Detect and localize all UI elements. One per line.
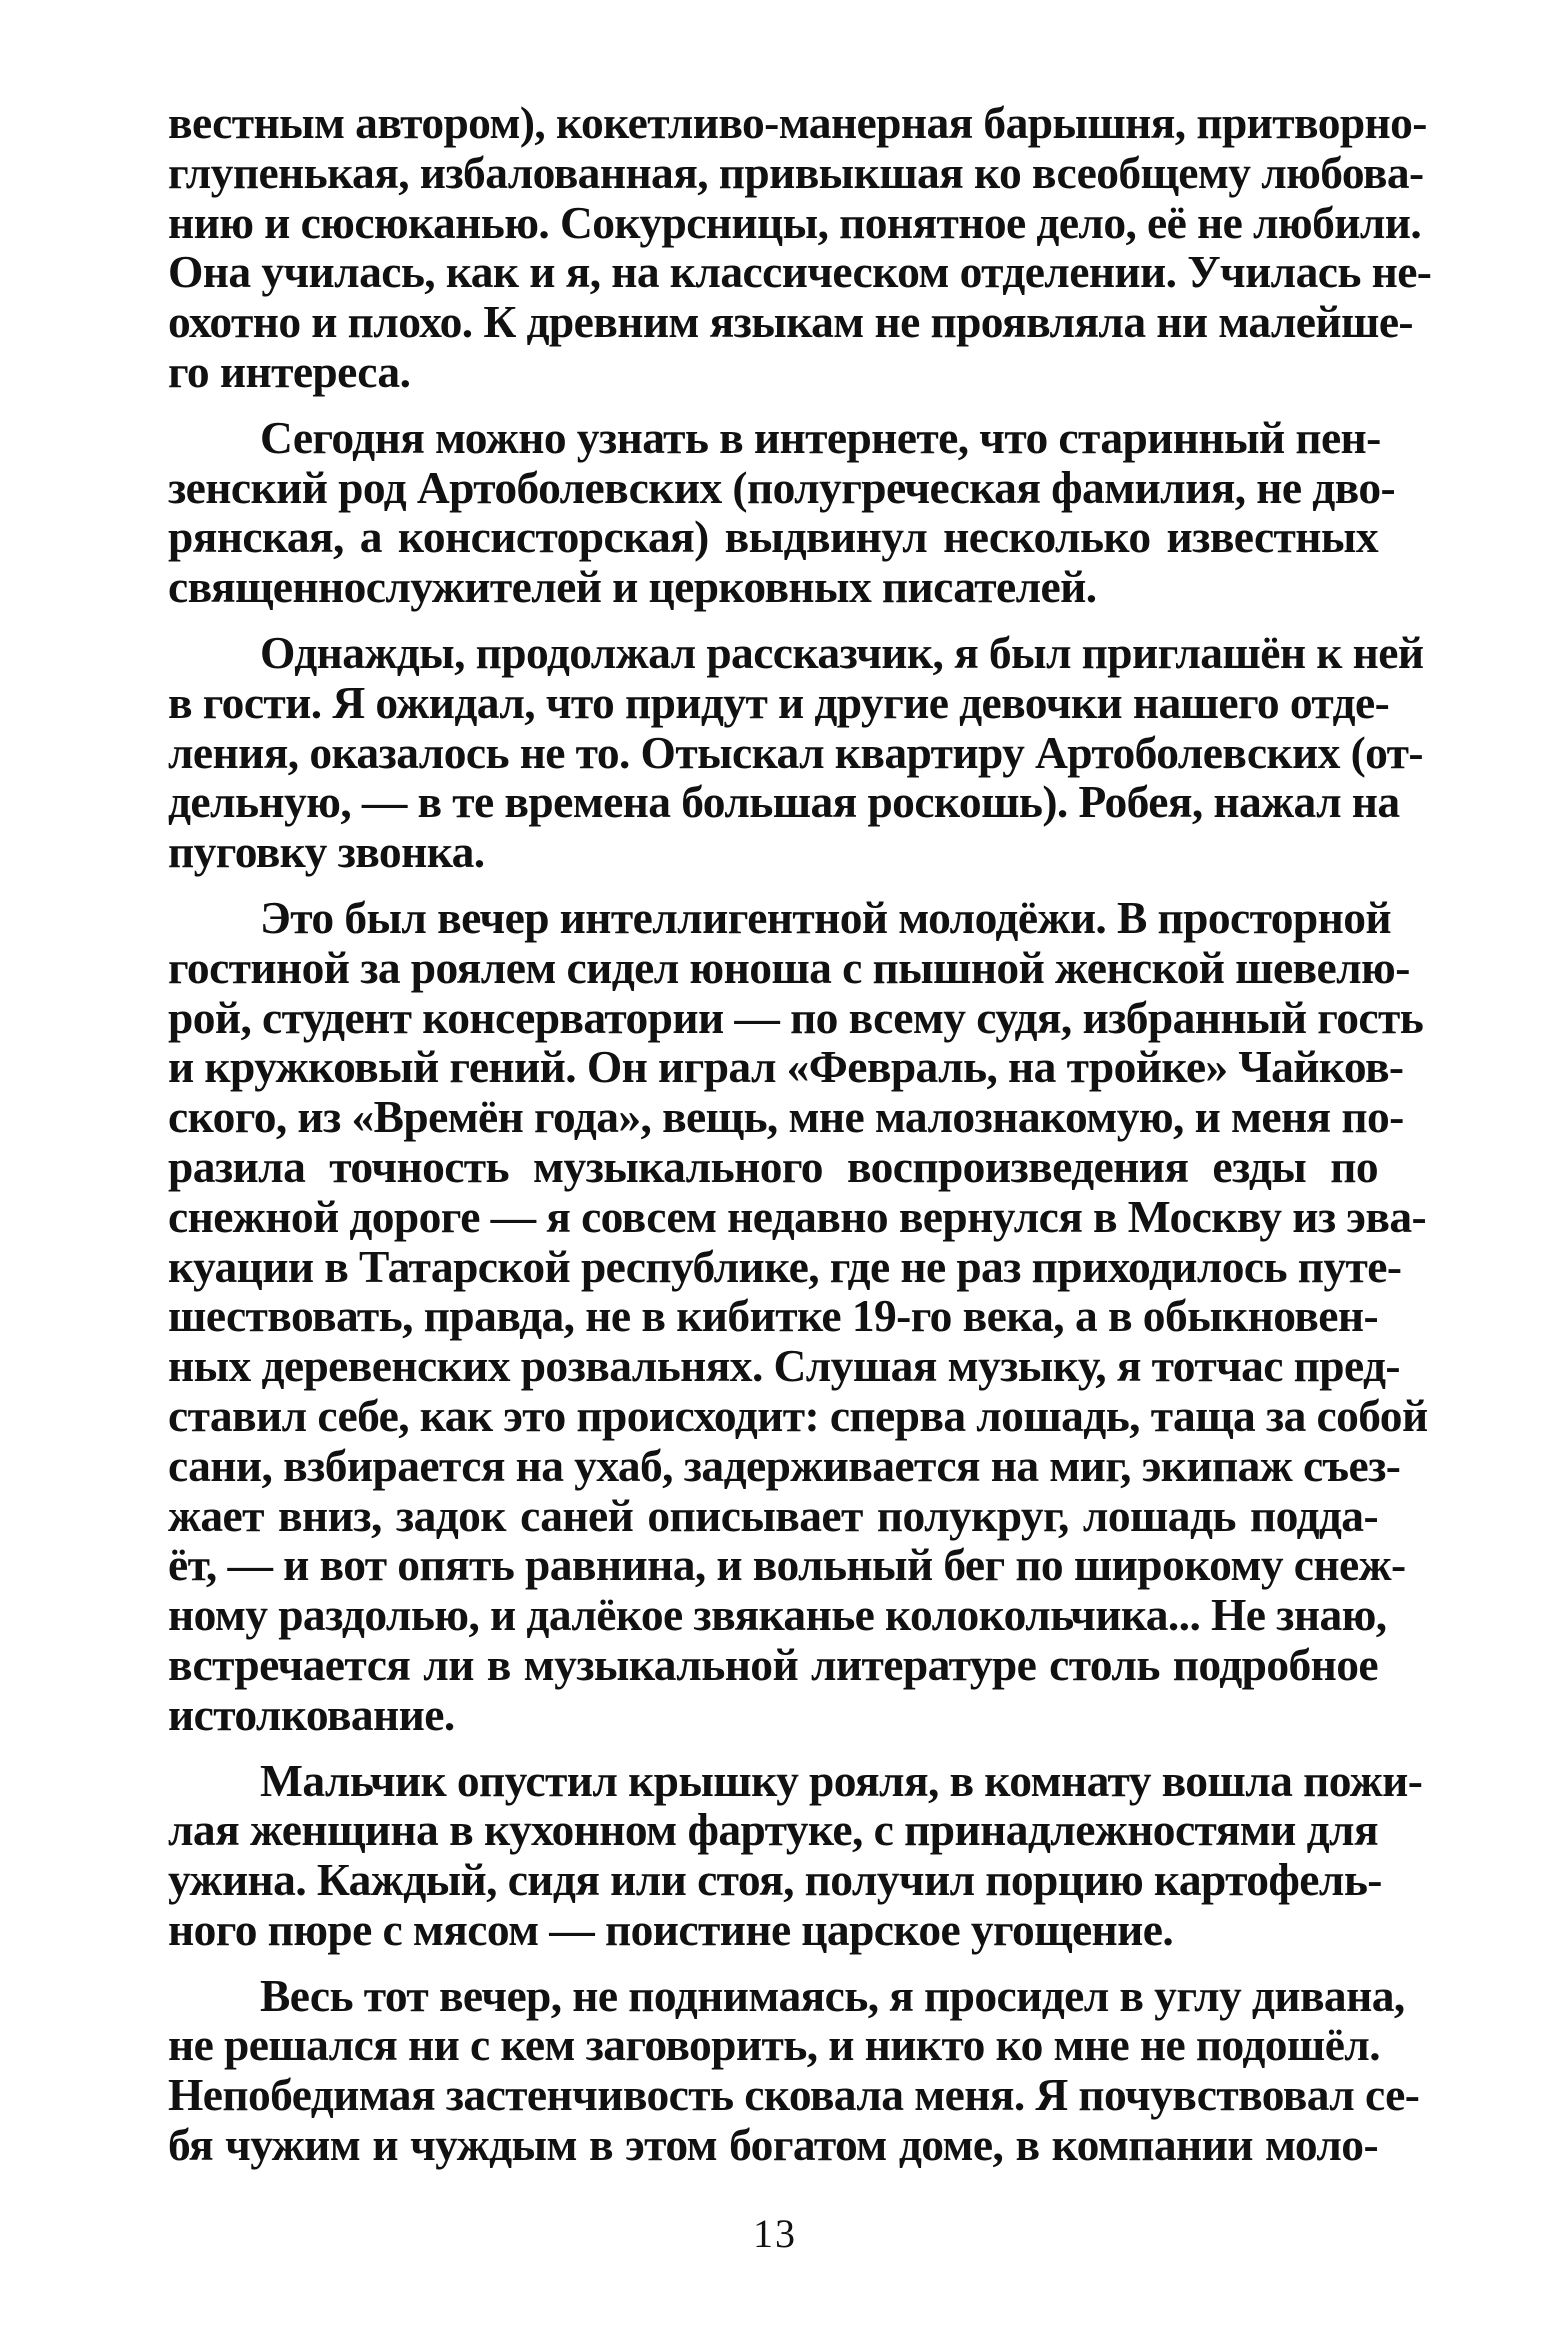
text-line: ному раздолью, и далёкое звяканье колокольчика... Не знаю, [168,1589,1387,1641]
text-line: разила точность музыкального воспроизведения езды по [168,1140,1378,1192]
text-line: рянская, а консисторская) выдвинул несколько известных [168,511,1378,563]
text-line: Она училась, как и я, на классическом отделении. Училась не- [168,246,1432,298]
paragraph [168,1754,1423,1955]
text-line: бя чужим и чуждым в этом богатом доме, в компании моло- [168,2119,1378,2171]
page-number: 13 [753,2211,797,2256]
text-line: сани, взбирается на ухаб, задерживается на миг, экипаж съез- [168,1439,1401,1491]
paragraph [168,97,1432,397]
text-line: ных деревенских розвальнях. Слушая музыку, я тотчас пред- [168,1340,1400,1392]
text-line: шествовать, правда, не в кибитке 19-го века, а в обыкновен- [168,1290,1378,1342]
text-line: священнослужителей и церковных писателей. [168,561,1097,613]
text-line: ного пюре с мясом — поистине царское угощение. [168,1903,1174,1955]
text-line: вестным автором), кокетливо-манерная барышня, притворно- [168,97,1427,148]
text-line: Однажды, продолжал рассказчик, я был приглашён к ней [260,626,1424,678]
text-line: пуговку звонка. [168,826,485,878]
paragraph [168,411,1396,613]
text-line: Мальчик опустил крышку рояля, в комнату вошла пожи- [260,1754,1423,1806]
paragraph [168,626,1424,878]
text-line: встречается ли в музыкальной литературе столь подробное [168,1638,1378,1690]
text-line: гостиной за роялем сидел юноша с пышной женской шевелю- [168,941,1410,993]
text-line: зенский род Артоболевских (полугреческая фамилия, не дво- [168,461,1396,513]
text-line: ления, оказалось не то. Отыскал квартиру Артоболевских (от- [168,726,1423,778]
text-line: нию и сюсюканью. Сокурсницы, понятное дело, её не любили. [168,196,1422,248]
text-line: снежной дороге — я совсем недавно вернулся в Москву из эва- [168,1190,1427,1242]
text-line: лая женщина в кухонном фартуке, с принадлежностями для [168,1804,1378,1856]
text-line: ужина. Каждый, сидя или стоя, получил порцию картофель- [168,1854,1382,1906]
text-line: рой, студент консерватории — по всему судя, избранный гость [168,991,1424,1043]
paragraph [168,891,1428,1740]
text-line: куации в Татарской республике, где не раз приходилось путе- [168,1240,1402,1292]
text-line: Весь тот вечер, не поднимаясь, я просидел в углу дивана, [260,1969,1405,2021]
body-text [168,97,1432,2186]
text-line: Сегодня можно узнать в интернете, что старинный пен- [260,411,1381,463]
text-line: Это был вечер интеллигентной молодёжи. В просторной [260,891,1391,943]
text-line: дельную, — в те времена большая роскошь). Робея, нажал на [168,776,1400,828]
paragraph [168,1969,1420,2171]
text-line: жает вниз, задок саней описывает полукруг, лошадь подда- [168,1489,1378,1541]
text-line: истолкование. [168,1688,455,1740]
text-line: не решался ни с кем заговорить, и никто ко мне не подошёл. [168,2019,1381,2071]
text-line: и кружковый гений. Он играл «Февраль, на тройке» Чайков- [168,1041,1404,1093]
text-line: ставил себе, как это происходит: сперва лошадь, таща за собой [168,1389,1428,1441]
text-line: охотно и плохо. К древним языкам не проявляла ни малейше- [168,296,1413,348]
text-line: Непобедимая застенчивость сковала меня. Я почувствовал се- [168,2069,1420,2121]
text-line: глупенькая, избалованная, привыкшая ко всеобщему любова- [168,146,1424,198]
text-line: ёт, — и вот опять равнина, и вольный бег по широкому снеж- [168,1539,1406,1591]
text-line: го интереса. [168,345,411,397]
text-line: в гости. Я ожидал, что придут и другие девочки нашего отде- [168,676,1390,728]
text-line: ского, из «Времён года», вещь, мне малознакомую, и меня по- [168,1091,1404,1143]
